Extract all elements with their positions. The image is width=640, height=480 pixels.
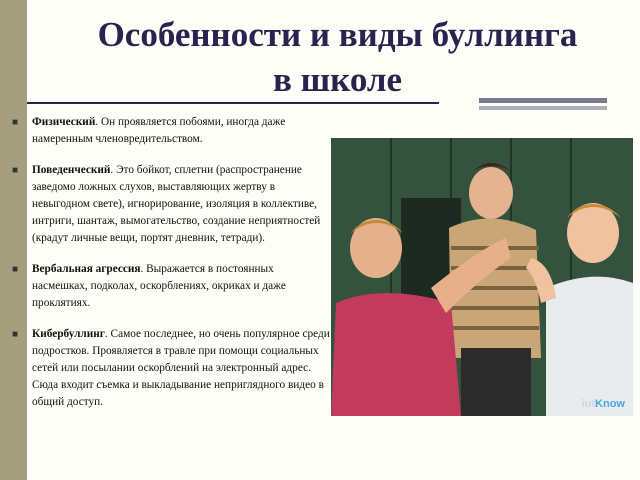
item-term: Вербальная агрессия <box>32 263 141 275</box>
bullet-icon: ■ <box>12 264 19 275</box>
list-item <box>12 261 330 312</box>
title-accent-bar-lower <box>479 106 607 110</box>
bullet-icon: ■ <box>12 117 19 128</box>
slide-title <box>40 12 635 102</box>
list-item <box>12 114 330 148</box>
item-term: Физический <box>32 116 96 128</box>
photo-illustration <box>331 138 633 416</box>
item-text: . Это бойкот, сплетни (распространение заведомо ложных слухов, выставляющих жертву в невыгодном свете), игнорирование, изоляция в коллективе, интриги, шантаж, вымогательство, создание неприятностей (крадут личные вещи, портят дневник, тетради). <box>32 164 321 244</box>
bullying-photo <box>331 138 633 416</box>
item-text: . Выражается в постоянных насмешках, подколах, оскорблениях, окриках и даже проклятиях. <box>32 263 286 309</box>
item-text: . Он проявляется побоями, иногда даже намеренным членовредительством. <box>32 116 286 145</box>
bullet-icon: ■ <box>12 165 19 176</box>
bullet-icon: ■ <box>12 329 19 340</box>
title-line-1: Особенности и виды буллинга <box>97 15 578 54</box>
bullet-list <box>12 114 330 425</box>
title-accent-bar <box>479 98 607 103</box>
watermark <box>582 398 625 410</box>
list-item <box>12 162 330 247</box>
title-underline <box>27 102 439 104</box>
title-line-2: в школе <box>272 60 403 99</box>
list-item <box>12 326 330 411</box>
item-term: Кибербуллинг <box>32 328 105 340</box>
watermark-part-2: Know <box>595 398 625 410</box>
watermark-part-1: iut <box>581 398 596 410</box>
item-text: . Самое последнее, но очень популярное среди подростков. Проявляется в травле при помощи социальных сетей или посылании оскорблений на электронный адрес. Сюда входит съемка и выкладывание неприглядного видео в общий доступ. <box>32 328 330 408</box>
item-term: Поведенческий <box>32 164 111 176</box>
